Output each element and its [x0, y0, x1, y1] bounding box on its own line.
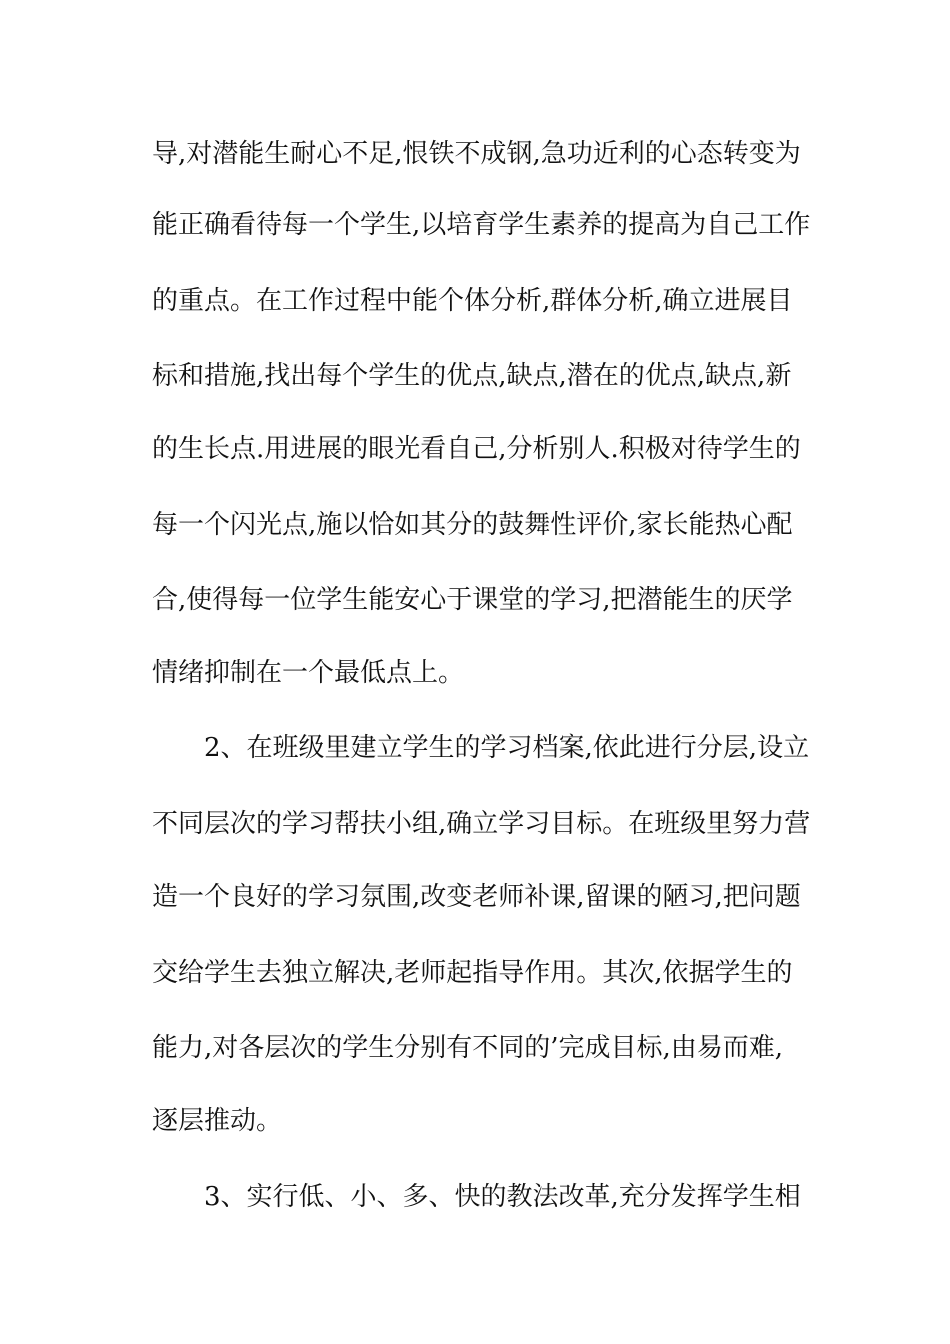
paragraph-line-10: 不同层次的学习帮扶小组,确立学习目标。在班级里努力营 [152, 809, 811, 839]
paragraph-line-7: 合,使得每一位学生能安心于课堂的学习,把潜能生的厌学 [152, 585, 793, 615]
paragraph-line-15: 3、实行低、小、多、快的教法改革,充分发挥学生相 [204, 1182, 801, 1212]
paragraph-line-13: 能力,对各层次的学生分别有不同的’完成目标,由易而难, [152, 1033, 784, 1063]
paragraph-line-3: 的重点。在工作过程中能个体分析,群体分析,确立进展目 [152, 286, 793, 316]
paragraph-line-8: 情绪抑制在一个最低点上。 [152, 658, 465, 688]
paragraph-line-1: 导,对潜能生耐心不足,恨铁不成钢,急功近利的心态转变为 [152, 139, 801, 169]
paragraph-line-12: 交给学生去独立解决,老师起指导作用。其次,依据学生的 [152, 958, 793, 988]
paragraph-line-5: 的生长点.用进展的眼光看自己,分析别人.积极对待学生的 [152, 434, 801, 464]
paragraph-line-2: 能正确看待每一个学生,以培育学生素养的提高为自己工作 [152, 210, 811, 240]
paragraph-line-11: 造一个良好的学习氛围,改变老师补课,留课的陋习,把问题 [152, 882, 801, 912]
paragraph-line-6: 每一个闪光点,施以恰如其分的鼓舞性评价,家长能热心配 [152, 510, 793, 540]
paragraph-line-14: 逐层推动。 [152, 1106, 283, 1136]
paragraph-line-4: 标和措施,找出每个学生的优点,缺点,潜在的优点,缺点,新 [152, 361, 792, 391]
paragraph-line-9: 2、在班级里建立学生的学习档案,依此进行分层,设立 [204, 733, 810, 763]
